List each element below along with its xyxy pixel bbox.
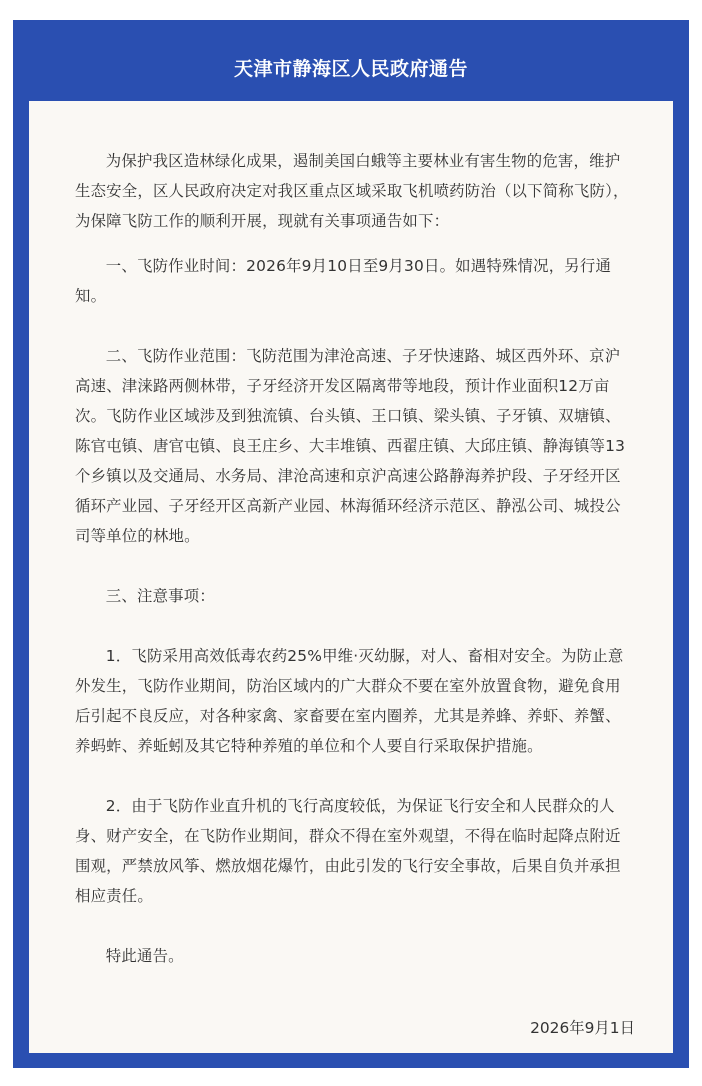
notice-date: 2026年9月1日 [530,1019,635,1037]
notice-title: 天津市静海区人民政府通告 [233,58,468,80]
item-scope-paragraph: 二、飞防作业范围：飞防范围为津沧高速、子牙快速路、城区西外环、京沪高速、津涞路两侧林带，子牙经济开发区隔离带等地段，预计作业面积12万亩次。飞防作业区域涉及到独流镇、台头镇、王口镇、梁头镇、子牙镇、双塘镇、陈官屯镇、唐官屯镇、良王庄乡、大丰堆镇、西翟庄镇、大邱庄镇、静海镇等13个乡镇以及交通局、水务局、津沧高速和京沪高速公路静海养护段、子牙经开区循环产业园、子牙经开区高新产业园、林海循环经济示范区、静泓公司、城投公司等单位的林地。 [75,347,626,545]
item-time-paragraph: 一、飞防作业时间：2026年9月10日至9月30日。如遇特殊情况，另行通知。 [75,257,612,305]
closing-paragraph: 特此通告。 [105,947,184,965]
notice-body [29,101,673,1053]
item-notes-heading: 三、注意事项： [105,587,215,605]
note-1-paragraph: 1．飞防采用高效低毒农药25%甲维·灭幼脲，对人、畜相对安全。为防止意外发生，飞防作业期间，防治区域内的广大群众不要在室外放置食物，避免食用后引起不良反应，对各种家禽、家畜要在室内圈养，尤其是养蜂、养虾、养蟹、养蚂蚱、养蚯蚓及其它特种养殖的单位和个人要自行采取保护措施。 [75,647,624,755]
intro-paragraph: 为保护我区造林绿化成果，遏制美国白蛾等主要林业有害生物的危害，维护生态安全，区人民政府决定对我区重点区域采取飞机喷药防治（以下简称飞防），为保障飞防工作的顺利开展，现就有关事项通告如下： [75,152,629,230]
notice-frame [13,20,689,1068]
note-2-paragraph: 2．由于飞防作业直升机的飞行高度较低，为保证飞行安全和人民群众的人身、财产安全，在飞防作业期间，群众不得在室外观望，不得在临时起降点附近围观，严禁放风筝、燃放烟花爆竹，由此引发的飞行安全事故，后果自负并承担相应责任。 [75,797,621,905]
